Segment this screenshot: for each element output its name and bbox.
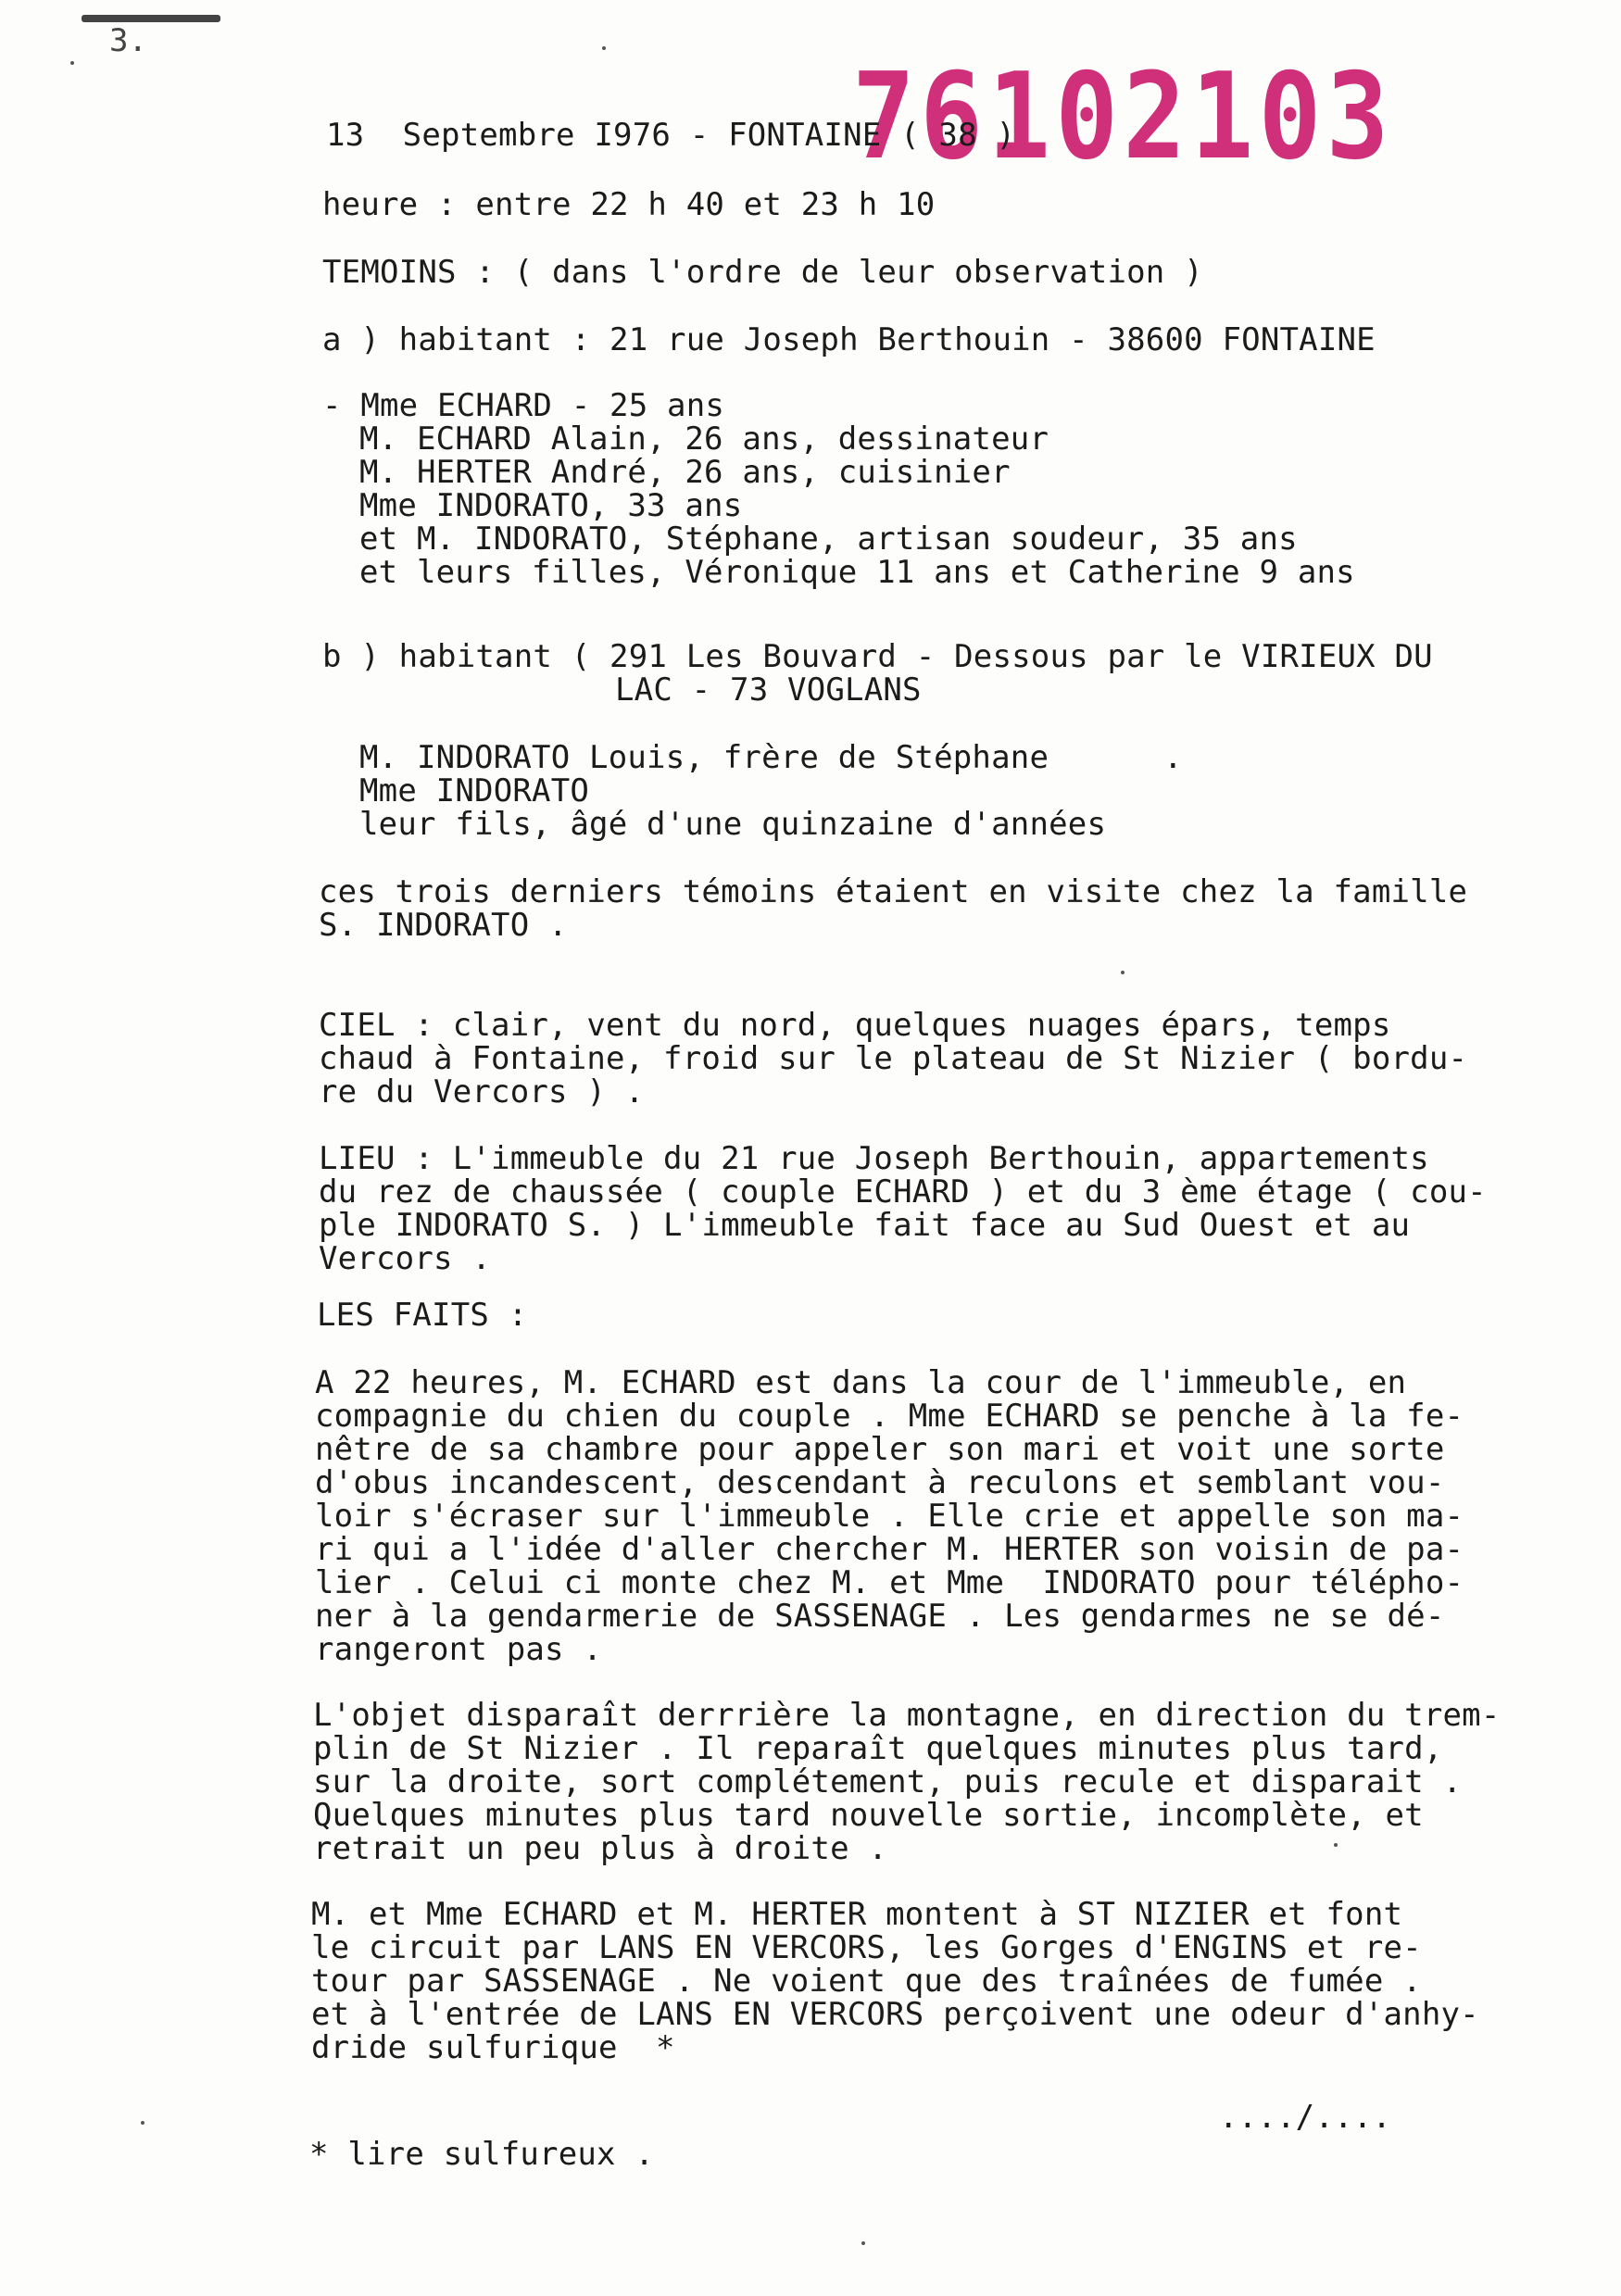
document-number-stamp: 76102103 bbox=[852, 48, 1394, 186]
para-1-line: rangeront pas . bbox=[315, 1631, 603, 1668]
ciel-line: re du Vercors ) . bbox=[319, 1073, 645, 1110]
para-1-line: A 22 heures, M. ECHARD est dans la cour de l'immeuble, en bbox=[315, 1364, 1407, 1401]
para-2-line: plin de St Nizier . Il reparaît quelques minutes plus tard, bbox=[313, 1730, 1443, 1767]
para-2-line: Quelques minutes plus tard nouvelle sortie, incomplète, et bbox=[313, 1797, 1424, 1834]
speck bbox=[1334, 1843, 1338, 1847]
speck bbox=[861, 2241, 865, 2245]
corner-rule bbox=[82, 15, 220, 22]
para-1-line: ner à la gendarmerie de SASSENAGE . Les gendarmes ne se dé- bbox=[315, 1598, 1445, 1635]
lieu-line: Vercors . bbox=[319, 1240, 492, 1277]
group-b-line: leur fils, âgé d'une quinzaine d'années bbox=[359, 806, 1107, 843]
para-3-line: le circuit par LANS EN VERCORS, les Gorges d'ENGINS et re- bbox=[311, 1929, 1422, 1966]
para-1-line: loir s'écraser sur l'immeuble . Elle crie et appelle son ma- bbox=[315, 1498, 1464, 1535]
visit-note-line: S. INDORATO . bbox=[319, 907, 568, 944]
lieu-line: ple INDORATO S. ) L'immeuble fait face au Sud Ouest et au bbox=[319, 1207, 1411, 1244]
speck bbox=[70, 61, 74, 65]
group-a-heading: a ) habitant : 21 rue Joseph Berthouin - 38600 FONTAINE bbox=[322, 321, 1376, 358]
faits-title: LES FAITS : bbox=[317, 1297, 528, 1334]
para-1-line: lier . Celui ci monte chez M. et Mme INDORATO pour télépho- bbox=[315, 1564, 1464, 1601]
footnote: * lire sulfureux . bbox=[309, 2136, 655, 2173]
ciel-line: CIEL : clair, vent du nord, quelques nuages épars, temps bbox=[319, 1007, 1391, 1044]
group-a-line: M. ECHARD Alain, 26 ans, dessinateur bbox=[359, 420, 1049, 458]
group-a-line: et M. INDORATO, Stéphane, artisan soudeur, 35 ans bbox=[359, 521, 1298, 558]
continuation-mark: ..../.... bbox=[1219, 2099, 1392, 2136]
para-3-line: M. et Mme ECHARD et M. HERTER montent à ST NIZIER et font bbox=[311, 1896, 1403, 1933]
hour-line: heure : entre 22 h 40 et 23 h 10 bbox=[322, 186, 936, 223]
ciel-line: chaud à Fontaine, froid sur le plateau de St Nizier ( bordu- bbox=[319, 1040, 1468, 1077]
date-line: 13 Septembre I976 - FONTAINE ( 38 ) bbox=[326, 117, 1016, 154]
lieu-line: du rez de chaussée ( couple ECHARD ) et du 3 ème étage ( cou- bbox=[319, 1173, 1487, 1211]
corner-mark: 3. bbox=[109, 22, 147, 59]
speck bbox=[1121, 971, 1125, 974]
witnesses-title: TEMOINS : ( dans l'ordre de leur observation ) bbox=[322, 254, 1203, 291]
para-3-line: tour par SASSENAGE . Ne voient que des traînées de fumée . bbox=[311, 1963, 1422, 2000]
para-1-line: ri qui a l'idée d'aller chercher M. HERTER son voisin de pa- bbox=[315, 1531, 1464, 1568]
group-b-line: Mme INDORATO bbox=[359, 772, 590, 809]
para-3-line: et à l'entrée de LANS EN VERCORS perçoivent une odeur d'anhy- bbox=[311, 1996, 1479, 2033]
lieu-line: LIEU : L'immeuble du 21 rue Joseph Berthouin, appartements bbox=[319, 1140, 1429, 1177]
speck bbox=[602, 46, 606, 50]
speck bbox=[141, 2121, 145, 2125]
group-b-line: M. INDORATO Louis, frère de Stéphane . bbox=[359, 739, 1183, 776]
para-2-line: sur la droite, sort complétement, puis recule et disparait . bbox=[313, 1763, 1463, 1800]
para-1-line: compagnie du chien du couple . Mme ECHARD se penche à la fe- bbox=[315, 1398, 1464, 1435]
para-2-line: L'objet disparaît derrrière la montagne, en direction du trem- bbox=[313, 1697, 1501, 1734]
group-a-line: et leurs filles, Véronique 11 ans et Catherine 9 ans bbox=[359, 554, 1355, 591]
para-2-line: retrait un peu plus à droite . bbox=[313, 1830, 888, 1867]
visit-note-line: ces trois derniers témoins étaient en visite chez la famille bbox=[319, 873, 1468, 910]
group-a-line: M. HERTER André, 26 ans, cuisinier bbox=[359, 454, 1011, 491]
group-a-line: - Mme ECHARD - 25 ans bbox=[322, 387, 725, 424]
group-a-line: Mme INDORATO, 33 ans bbox=[359, 487, 743, 524]
para-1-line: d'obus incandescent, descendant à reculons et semblant vou- bbox=[315, 1464, 1445, 1501]
group-b-heading-cont: LAC - 73 VOGLANS bbox=[615, 671, 922, 709]
para-1-line: nêtre de sa chambre pour appeler son mari et voit une sorte bbox=[315, 1431, 1445, 1468]
para-3-line: dride sulfurique * bbox=[311, 2029, 675, 2066]
group-b-heading: b ) habitant ( 291 Les Bouvard - Dessous par le VIRIEUX DU bbox=[322, 638, 1433, 675]
